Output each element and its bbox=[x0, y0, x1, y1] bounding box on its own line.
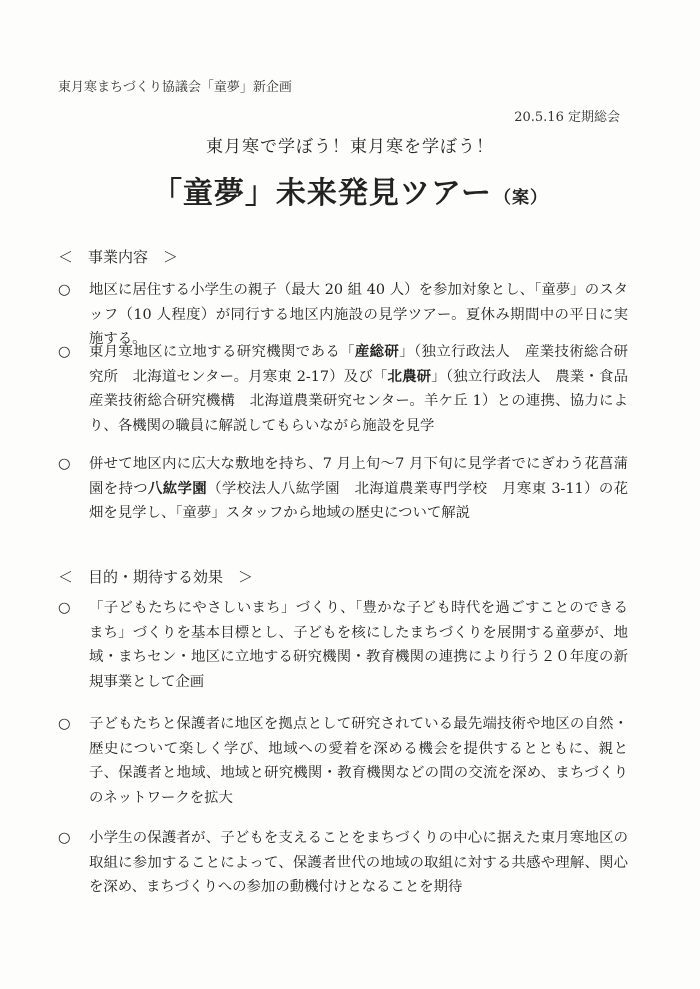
slogan: 東月寒で学ぼう！東月寒を学ぼう！ bbox=[206, 137, 494, 157]
section-heading-business: ＜ 事業内容 ＞ bbox=[58, 248, 179, 266]
item-text bbox=[89, 826, 628, 900]
list-item bbox=[58, 596, 628, 694]
item-text bbox=[89, 452, 628, 526]
item-text-segment: 東月寒地区に立地する研究機関である「 bbox=[89, 344, 355, 360]
item-text-segment: （学校法人八紘学園 北海道農業専門学校 月寒東 3-11）の花畑を見学し、「童夢」スタッフから地域の歴史について解説 bbox=[89, 480, 628, 521]
bullet-mark: ○ bbox=[58, 600, 71, 616]
item-text-segment: 地区に居住する小学生の親子（最大 20 組 40 人）を参加対象とし、「童夢」のスタッフ（10 人程度）が同行する地区内施設の見学ツアー。夏休み期間中の平日に実施する。 bbox=[89, 282, 628, 347]
list-item bbox=[58, 452, 628, 526]
title-main: 「童夢」未来発見ツアー bbox=[151, 176, 493, 211]
meeting-date: 20.5.16 定期総会 bbox=[514, 110, 620, 125]
item-text bbox=[89, 596, 628, 694]
bullet-mark: ○ bbox=[58, 344, 71, 360]
list-item bbox=[58, 826, 628, 900]
item-text-segment: 」（独立行政法人 農業・食品産業技術総合研究機構 北海道農業研究センター。羊ケ丘 1）との連携、協力により、各機関の職員に解説してもらいながら施設を見学 bbox=[89, 368, 628, 434]
item-text bbox=[89, 340, 628, 438]
item-text-segment: 子どもたちと保護者に地区を拠点として研究されている最先端技術や地区の自然・歴史について楽しく学び、地域への愛着を深める機会を提供するとともに、親と子、保護者と地域、地域と研究機関・教育機関などの間の交流を深め、まちづくりのネットワークを拡大 bbox=[89, 716, 628, 806]
bullet-mark: ○ bbox=[58, 282, 71, 298]
bullet-mark: ○ bbox=[58, 456, 71, 472]
bullet-mark: ○ bbox=[58, 716, 71, 732]
list-item bbox=[58, 712, 628, 810]
list-item bbox=[58, 340, 628, 438]
bullet-mark: ○ bbox=[58, 830, 71, 846]
title-suffix: （案） bbox=[494, 188, 549, 208]
item-text-segment: 「子どもたちにやさしいまち」づくり、「豊かな子ども時代を過ごすことのできるまち」づくりを基本目標とし、子どもを核にしたまちづくりを展開する童夢が、地域・まちセン・地区に立地する研究機関・教育機関の連携により行う２０年度の新規事業として企画 bbox=[89, 600, 628, 690]
item-text-bold: 産総研 bbox=[354, 343, 400, 360]
item-text-segment: 併せて地区内に広大な敷地を持ち、7 月上旬～7 月下旬に見学者でにぎわう花菖蒲園を持つ bbox=[89, 456, 628, 497]
page-title bbox=[0, 168, 700, 212]
item-text-bold: 北農研 bbox=[387, 367, 432, 385]
section-heading-purpose: ＜ 目的・期待する効果 ＞ bbox=[58, 568, 254, 586]
item-text-bold: 八紘学園 bbox=[148, 479, 208, 497]
item-text-segment: 」（独立行政法人 産業技術総合研究所 北海道センター。月寒東 2-17）及び「 bbox=[89, 344, 628, 385]
item-text-segment: 小学生の保護者が、子どもを支えることをまちづくりの中心に据えた東月寒地区の取組に参加することによって、保護者世代の地域の取組に対する共感や理解、関心を深め、まちづくりへの参加の動機付けとなることを期待 bbox=[89, 830, 628, 895]
item-text bbox=[89, 712, 628, 810]
organization-line: 東月寒まちづくり協議会「童夢」新企画 bbox=[58, 80, 292, 95]
